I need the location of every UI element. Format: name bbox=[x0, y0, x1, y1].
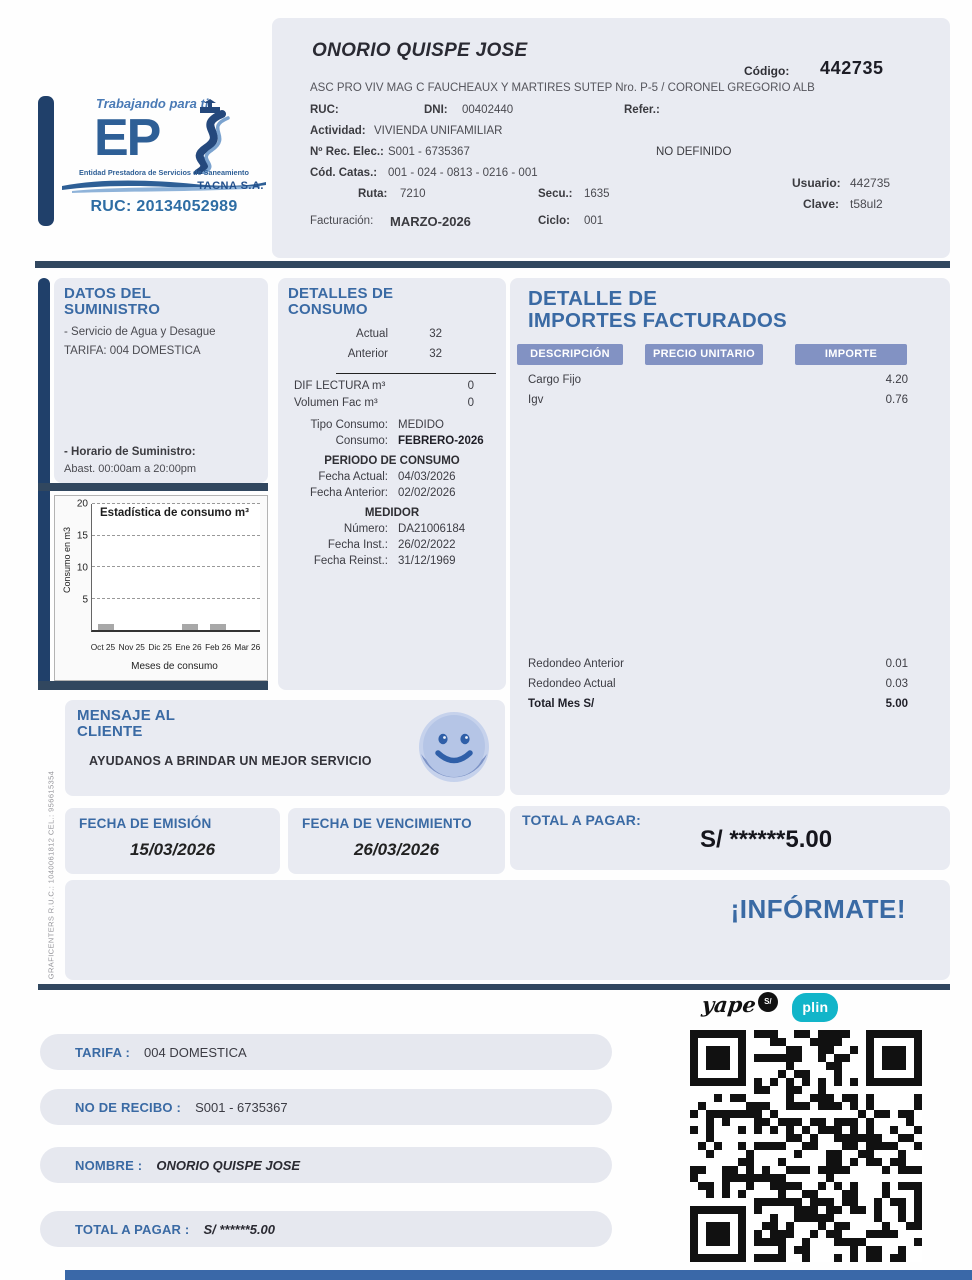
fecha-reinst-value: 31/12/1969 bbox=[398, 555, 456, 567]
summary-row-recibo: NO DE RECIBO : S001 - 6735367 bbox=[40, 1089, 612, 1125]
chart-bars bbox=[92, 504, 260, 630]
fecha-anterior-value: 02/02/2026 bbox=[398, 487, 456, 499]
periodo-consumo-title: PERIODO DE CONSUMO bbox=[324, 455, 460, 467]
consumption-chart bbox=[54, 495, 268, 681]
service-type: - Servicio de Agua y Desague bbox=[64, 326, 216, 338]
company-logo bbox=[58, 96, 270, 226]
customer-address: ASC PRO VIV MAG C FAUCHEAUX Y MARTIRES SUTEP Nro. P-5 / CORONEL GREGORIO ALB bbox=[310, 82, 815, 94]
usuario-label: Usuario: bbox=[792, 176, 841, 190]
summary-row-tarifa: TARIFA : 004 DOMESTICA bbox=[40, 1034, 612, 1070]
logo-subtitle: Entidad Prestadora de Servicios de Saneamiento bbox=[79, 168, 249, 177]
ruta-label: Ruta: bbox=[358, 188, 388, 200]
fecha-vencimiento-panel bbox=[288, 808, 505, 874]
mensaje-title: MENSAJE AL CLIENTE bbox=[77, 707, 176, 741]
importe-row: Redondeo Actual 0.03 bbox=[528, 678, 908, 690]
importe-row: Cargo Fijo 4.20 bbox=[528, 374, 908, 386]
tipo-consumo-value: MEDIDO bbox=[398, 419, 444, 431]
clave-label: Clave: bbox=[803, 197, 840, 211]
summary-row-nombre: NOMBRE : ONORIO QUISPE JOSE bbox=[40, 1147, 612, 1183]
ruta-value: 7210 bbox=[400, 188, 426, 200]
medidor-numero-value: DA21006184 bbox=[398, 523, 466, 535]
printer-credit-note: GRAFICENTERS R.U.C.: 1040061812 CEL.: 956615354 bbox=[46, 770, 56, 980]
col-header-descripcion: DESCRIPCIÓN bbox=[517, 344, 623, 365]
consumo-title: DETALLES DE CONSUMO bbox=[288, 285, 394, 319]
refer-label: Refer.: bbox=[624, 104, 660, 116]
importes-title: DETALLE DE IMPORTES FACTURADOS bbox=[528, 287, 787, 332]
usuario-value: 442735 bbox=[850, 176, 891, 190]
header-divider bbox=[35, 261, 950, 268]
tipo-consumo-label: Tipo Consumo: bbox=[310, 419, 388, 431]
dni-value: 00402440 bbox=[462, 104, 514, 116]
chart-ylabel: Consumo en m3 bbox=[62, 526, 72, 593]
actual-value: 32 bbox=[429, 328, 442, 340]
facturacion-value: MARZO-2026 bbox=[390, 214, 471, 229]
left-column-divider-bottom bbox=[38, 681, 268, 690]
logo-acronym: EP bbox=[94, 109, 160, 167]
anterior-label: Anterior bbox=[347, 348, 388, 360]
smiley-face-icon bbox=[417, 710, 491, 784]
datos-title: DATOS DEL SUMINISTRO bbox=[64, 285, 161, 319]
informate-text: ¡INFÓRMATE! bbox=[730, 894, 906, 924]
consumo-mes-value: FEBRERO-2026 bbox=[398, 435, 484, 447]
actividad-label: Actividad: bbox=[310, 125, 366, 137]
col-header-importe: IMPORTE bbox=[795, 344, 907, 365]
footer-divider bbox=[38, 984, 950, 990]
total-pagar-label: TOTAL A PAGAR: bbox=[522, 812, 641, 828]
chart-xlabels: Oct 25 Nov 25 Dic 25 Ene 26 Feb 26 Mar 26 bbox=[90, 642, 261, 652]
ruc-label: RUC: bbox=[310, 104, 339, 116]
ciclo-value: 001 bbox=[584, 215, 604, 227]
secu-label: Secu.: bbox=[538, 188, 573, 200]
anterior-value: 32 bbox=[429, 348, 442, 360]
datos-suministro-panel bbox=[54, 278, 268, 483]
importe-row: Redondeo Anterior 0.01 bbox=[528, 658, 908, 670]
importe-row: Igv 0.76 bbox=[528, 394, 908, 406]
no-definido-text: NO DEFINIDO bbox=[656, 146, 732, 158]
ciclo-label: Ciclo: bbox=[538, 215, 570, 227]
logo-tagline: Trabajando para ti bbox=[96, 96, 209, 111]
footer-strip bbox=[65, 1270, 972, 1280]
total-pagar-panel bbox=[510, 806, 950, 870]
left-column-divider-top bbox=[38, 483, 268, 491]
fecha-emision-value: 15/03/2026 bbox=[129, 840, 216, 859]
horario-label: - Horario de Suministro: bbox=[64, 446, 196, 458]
medidor-numero-label: Número: bbox=[343, 523, 388, 535]
dni-label: DNI: bbox=[424, 104, 448, 116]
customer-header-panel bbox=[272, 18, 950, 258]
consumo-divider-line bbox=[336, 373, 496, 374]
customer-name: ONORIO QUISPE JOSE bbox=[312, 40, 528, 61]
importes-facturados-panel bbox=[510, 278, 950, 795]
fecha-emision-panel bbox=[65, 808, 280, 874]
payment-methods bbox=[702, 992, 838, 1022]
fecha-actual-label: Fecha Actual: bbox=[318, 471, 388, 483]
summary-row-total: TOTAL A PAGAR : S/ ******5.00 bbox=[40, 1211, 612, 1247]
logo-side-bar bbox=[38, 96, 54, 226]
total-mes-row: Total Mes S/ 5.00 bbox=[528, 698, 908, 710]
col-header-precio-unitario: PRECIO UNITARIO bbox=[645, 344, 763, 365]
chart-yaxis: 5 10 15 20 bbox=[76, 498, 88, 606]
fecha-actual-value: 04/03/2026 bbox=[398, 471, 456, 483]
cod-catas-value: 001 - 024 - 0813 - 0216 - 001 bbox=[388, 167, 538, 179]
facturacion-label: Facturación: bbox=[310, 215, 374, 227]
actividad-value: VIVIENDA UNIFAMILIAR bbox=[374, 125, 503, 137]
yape-coin-icon: S/ bbox=[758, 992, 778, 1012]
actual-label: Actual bbox=[356, 328, 388, 340]
fecha-reinst-label: Fecha Reinst.: bbox=[313, 555, 388, 567]
dif-lectura-label: DIF LECTURA m³ bbox=[294, 380, 386, 392]
fecha-emision-title: FECHA DE EMISIÓN bbox=[79, 816, 212, 831]
chart-plot bbox=[91, 504, 260, 632]
secu-value: 1635 bbox=[584, 188, 610, 200]
logo-ruc: RUC: 20134052989 bbox=[90, 198, 238, 215]
volumen-value: 0 bbox=[467, 397, 474, 409]
detalles-consumo-panel bbox=[278, 278, 506, 690]
fecha-anterior-label: Fecha Anterior: bbox=[310, 487, 388, 499]
mensaje-cliente-panel bbox=[65, 700, 505, 796]
medidor-title: MEDIDOR bbox=[364, 507, 420, 519]
fecha-vencimiento-value: 26/03/2026 bbox=[353, 840, 440, 859]
codigo-label: Código: bbox=[744, 64, 790, 78]
faucet-water-icon bbox=[170, 98, 236, 174]
plin-logo: plin bbox=[792, 993, 838, 1022]
consumo-mes-label: Consumo: bbox=[335, 435, 388, 447]
codigo-value: 442735 bbox=[820, 58, 884, 78]
rec-elec-value: S001 - 6735367 bbox=[388, 146, 470, 158]
qr-code bbox=[690, 1030, 922, 1262]
chart-xaxis-label: Meses de consumo bbox=[131, 661, 218, 672]
rec-elec-label: Nº Rec. Elec.: bbox=[310, 146, 384, 158]
logo-company-name: TACNA S.A. bbox=[197, 180, 264, 192]
mensaje-text: AYUDANOS A BRINDAR UN MEJOR SERVICIO bbox=[89, 754, 372, 768]
volumen-label: Volumen Fac m³ bbox=[294, 397, 378, 409]
tarifa-line: TARIFA: 004 DOMESTICA bbox=[64, 345, 201, 357]
cod-catas-label: Cód. Catas.: bbox=[310, 167, 378, 179]
total-pagar-value: S/ ******5.00 bbox=[700, 826, 833, 853]
informate-panel bbox=[65, 880, 950, 980]
dif-lectura-value: 0 bbox=[467, 380, 474, 392]
fecha-vencimiento-title: FECHA DE VENCIMIENTO bbox=[302, 816, 472, 831]
chart-title: Estadística de consumo m³ bbox=[100, 507, 249, 519]
clave-value: t58ul2 bbox=[850, 197, 883, 211]
yape-logo: yape bbox=[700, 992, 758, 1017]
horario-value: Abast. 00:00am a 20:00pm bbox=[64, 463, 197, 475]
fecha-inst-label: Fecha Inst.: bbox=[327, 539, 388, 551]
fecha-inst-value: 26/02/2022 bbox=[398, 539, 456, 551]
